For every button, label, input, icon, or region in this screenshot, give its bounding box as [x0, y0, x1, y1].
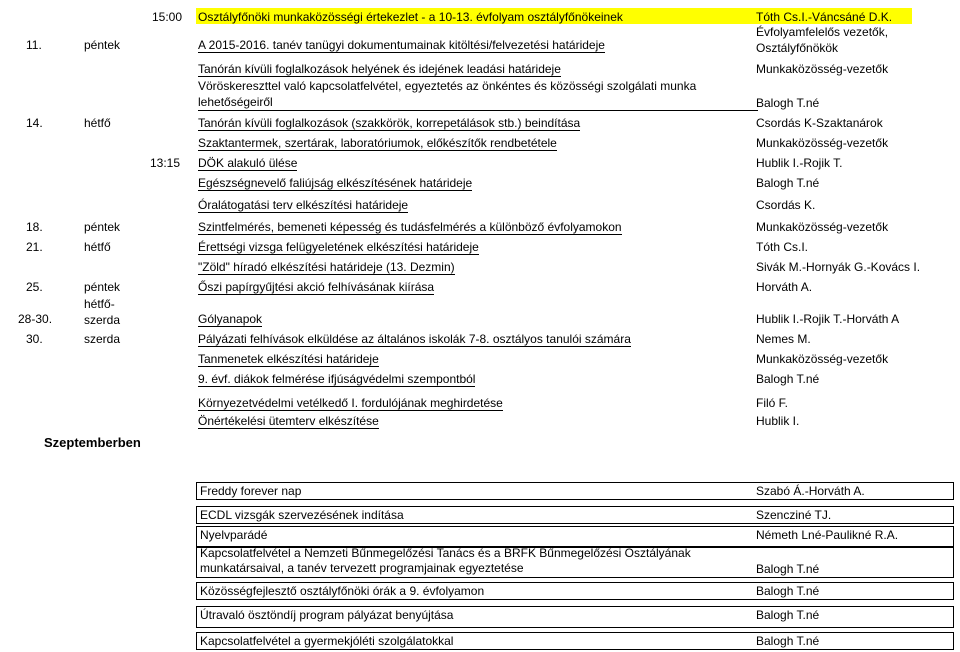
row-event: Tanmenetek elkészítési határideje [198, 352, 379, 366]
row-day: hétfő [84, 240, 111, 254]
row-event: Óralátogatási terv elkészítési határideje [198, 198, 409, 212]
row-responsible: Balogh T.né [756, 96, 820, 110]
row-event: Osztályfőnöki munkaközösségi értekezlet - a 10-13. évfolyam osztályfőnökeinek [198, 10, 623, 24]
row-date: 14. [26, 116, 43, 130]
row-event: Őszi papírgyűjtési akció felhívásának kiírása [198, 280, 435, 294]
september-item-responsible: Balogh T.né [756, 562, 820, 576]
row-date: 30. [26, 332, 43, 346]
row-responsible: Évfolyamfelelős vezetők, Osztályfőnökök [756, 25, 889, 55]
row-responsible: Balogh T.né [756, 176, 820, 190]
row-day: péntek [84, 280, 121, 294]
row-responsible: Munkaközösség-vezetők [756, 136, 889, 150]
row-day: hétfő [84, 116, 111, 130]
september-item-responsible: Szencziné TJ. [756, 508, 832, 522]
september-item-event: Kapcsolatfelvétel a Nemzeti Bűnmegelőzési Tanács és a BRFK Bűnmegelőzési Osztályának munkatársaival, a tanév tervezett programjainak egyeztetése [200, 546, 691, 575]
row-responsible: Tóth Cs.I.-Váncsáné D.K. [756, 10, 893, 24]
row-date: 18. [26, 220, 43, 234]
row-time: 13:15 [150, 156, 181, 170]
row-event: Gólyanapok [198, 312, 263, 326]
row-day: hétfő-szerda [84, 297, 121, 327]
september-item-event: Freddy forever nap [200, 484, 302, 498]
row-event: 9. évf. diákok felmérése ifjúságvédelmi szempontból [198, 372, 476, 386]
row-day: szerda [84, 332, 121, 346]
row-event: Önértékelési ütemterv elkészítése [198, 414, 379, 428]
september-item-event: Közösségfejlesztő osztályfőnöki órák a 9. évfolyamon [200, 584, 485, 598]
row-responsible: Munkaközösség-vezetők [756, 220, 889, 234]
row-event: A 2015-2016. tanév tanügyi dokumentumainak kitöltési/felvezetési határideje [198, 38, 605, 52]
row-date: 11. [26, 38, 42, 52]
september-item-responsible: Balogh T.né [756, 608, 820, 622]
september-item-event: Nyelvparádé [200, 528, 268, 542]
row-time: 15:00 [152, 10, 183, 24]
row-event: Vöröskereszttel való kapcsolatfelvétel, egyeztetés az önkéntes és közösségi szolgálati munka lehetőségeiről [198, 78, 758, 111]
row-event: Környezetvédelmi vetélkedő I. fordulójának meghirdetése [198, 396, 503, 410]
row-event: DÖK alakuló ülése [198, 156, 298, 170]
row-responsible: Hublik I. [756, 414, 800, 428]
row-responsible: Tóth Cs.I. [756, 240, 809, 254]
row-date: 25. [26, 280, 43, 294]
row-date: 21. [26, 240, 43, 254]
september-item-responsible: Balogh T.né [756, 584, 820, 598]
row-event: "Zöld" híradó elkészítési határideje (13. Dezmin) [198, 260, 455, 274]
row-event: Tanórán kívüli foglalkozások (szakkörök, korrepetálások stb.) beindítása [198, 116, 581, 130]
row-responsible: Hublik I.-Rojik T. [756, 156, 843, 170]
row-event: Szintfelmérés, bemeneti képesség és tudásfelmérés a különböző évfolyamokon [198, 220, 622, 234]
row-event: Tanórán kívüli foglalkozások helyének és idejének leadási határideje [198, 62, 561, 76]
row-event: Érettségi vizsga felügyeletének elkészítési határideje [198, 240, 479, 254]
september-item-event: ECDL vizsgák szervezésének indítása [200, 508, 404, 522]
row-responsible: Balogh T.né [756, 372, 820, 386]
september-item-event: Útravaló ösztöndíj program pályázat benyújtása [200, 608, 454, 622]
row-responsible: Csordás K. [756, 198, 816, 212]
section-label: Szeptemberben [44, 435, 141, 450]
september-item-event: Kapcsolatfelvétel a gyermekjóléti szolgálatokkal [200, 634, 454, 648]
row-day: péntek [84, 38, 121, 52]
september-item-responsible: Szabó Á.-Horváth A. [756, 484, 865, 498]
september-item-responsible: Balogh T.né [756, 634, 820, 648]
row-responsible: Nemes M. [756, 332, 811, 346]
row-responsible: Filó F. [756, 396, 789, 410]
row-day: péntek [84, 220, 121, 234]
row-responsible: Munkaközösség-vezetők [756, 62, 889, 76]
row-responsible: Csordás K-Szaktanárok [756, 116, 883, 130]
row-event: Egészségnevelő faliújság elkészítésének határideje [198, 176, 473, 190]
row-date: 28-30. [18, 312, 53, 326]
row-responsible: Sivák M.-Hornyák G.-Kovács I. [756, 260, 921, 274]
row-responsible: Hublik I.-Rojik T.-Horváth A [756, 312, 900, 326]
row-event: Pályázati felhívások elküldése az általános iskolák 7-8. osztályos tanulói számára [198, 332, 631, 346]
september-item-responsible: Németh Lné-Paulikné R.A. [756, 528, 899, 542]
row-responsible: Munkaközösség-vezetők [756, 352, 889, 366]
row-event: Szaktantermek, szertárak, laboratóriumok, előkészítők rendbetétele [198, 136, 557, 150]
row-responsible: Horváth A. [756, 280, 813, 294]
